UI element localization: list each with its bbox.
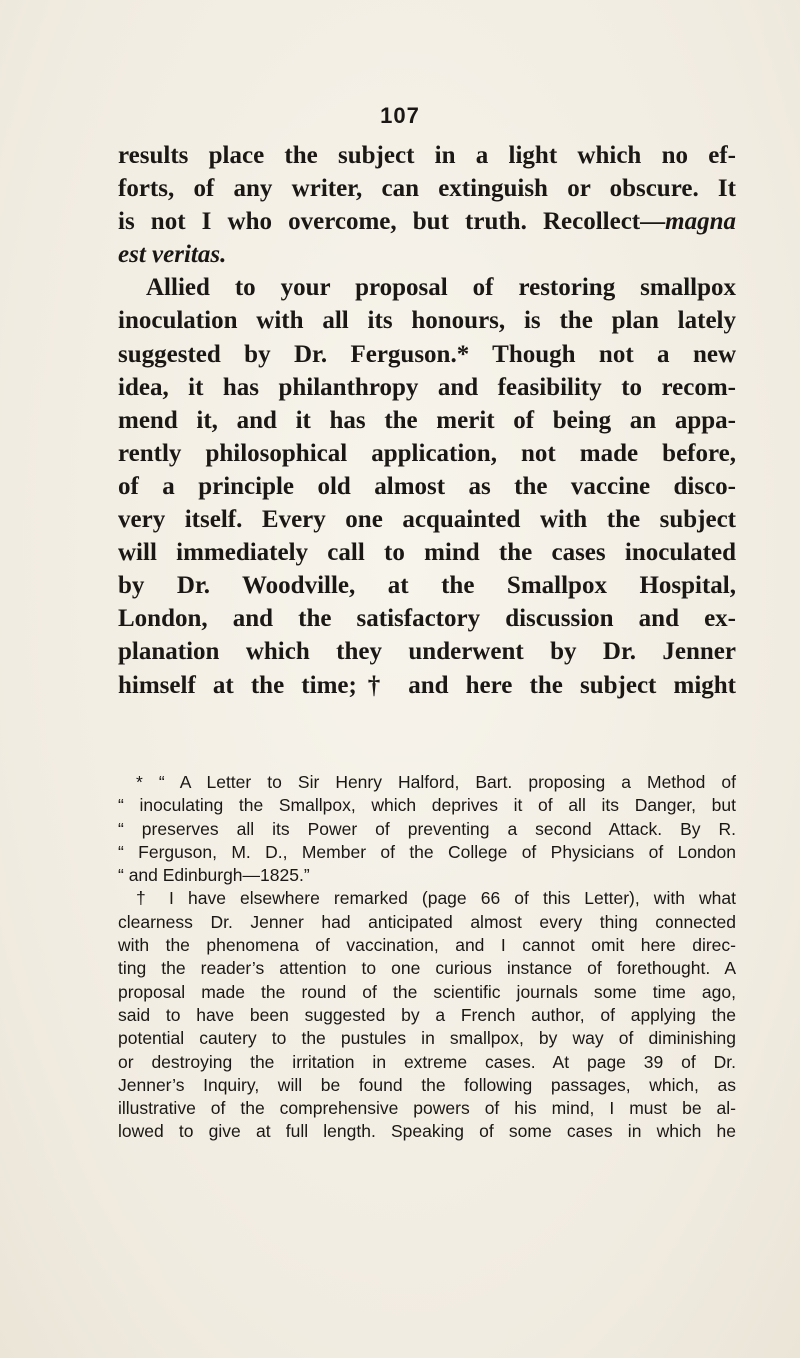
text-line: London, and the satisfactory discussion and ex- bbox=[118, 605, 736, 633]
text-line: will immediately call to mind the cases inoculated bbox=[118, 539, 736, 567]
footnote-line: or destroying the irritation in extreme cases. At page 39 of Dr. bbox=[118, 1051, 736, 1072]
footnote-line: † I have elsewhere remarked (page 66 of this Letter), with what bbox=[136, 888, 736, 909]
footnote-line: “ and Edinburgh—1825.” bbox=[118, 865, 310, 886]
text-line: planation which they underwent by Dr. Jenner bbox=[118, 638, 736, 666]
footnote-line: clearness Dr. Jenner had anticipated almost every thing connected bbox=[118, 911, 736, 932]
text-line: very itself. Every one acquainted with the subject bbox=[118, 506, 736, 534]
footnote-line: with the phenomena of vaccination, and I cannot omit here direc- bbox=[118, 935, 736, 956]
footnote-line: ting the reader’s attention to one curious instance of forethought. A bbox=[118, 958, 736, 979]
footnote-line: “ Ferguson, M. D., Member of the College of Physicians of London bbox=[118, 841, 736, 862]
text-line: rently philosophical application, not made before, bbox=[118, 439, 736, 467]
text-line: est veritas. bbox=[118, 241, 227, 269]
italic-fragment: magna bbox=[665, 208, 736, 236]
footnotes-block bbox=[118, 771, 736, 1144]
text-line: himself at the time;† and here the subject might bbox=[118, 671, 736, 699]
text-line: is not I who overcome, but truth. Recollect—magna bbox=[118, 208, 736, 236]
text-line: by Dr. Woodville, at the Smallpox Hospital, bbox=[118, 572, 736, 600]
text-line: inoculation with all its honours, is the plan lately bbox=[118, 307, 736, 335]
footnote-line: proposal made the round of the scientific journals some time ago, bbox=[118, 981, 736, 1002]
footnote-line: potential cautery to the pustules in smallpox, by way of diminishing bbox=[118, 1028, 736, 1049]
footnote-line: lowed to give at full length. Speaking of some cases in which he bbox=[118, 1121, 736, 1142]
page-number: 107 bbox=[380, 103, 420, 128]
text-line: forts, of any writer, can extinguish or obscure. It bbox=[118, 175, 736, 203]
text-line: idea, it has philanthropy and feasibility to recom- bbox=[118, 373, 736, 401]
footnote-line: illustrative of the comprehensive powers of his mind, I must be al- bbox=[118, 1098, 736, 1119]
text-line: mend it, and it has the merit of being an appa- bbox=[118, 406, 736, 434]
text-line: suggested by Dr. Ferguson.* Though not a new bbox=[118, 340, 736, 368]
footnote-line: Jenner’s Inquiry, will be found the following passages, which, as bbox=[118, 1074, 736, 1095]
text-line: of a principle old almost as the vaccine disco- bbox=[118, 472, 736, 500]
footnote-line: * “ A Letter to Sir Henry Halford, Bart. proposing a Method of bbox=[136, 772, 736, 792]
footnote-line: said to have been suggested by a French author, of applying the bbox=[118, 1004, 736, 1025]
paragraph-start-line: Allied to your proposal of restoring smallpox bbox=[146, 274, 736, 302]
text-line: results place the subject in a light which no ef- bbox=[118, 142, 736, 169]
main-text-block bbox=[118, 139, 736, 702]
footnote-line: “ inoculating the Smallpox, which deprives it of all its Danger, but bbox=[118, 795, 736, 816]
footnote-line: “ preserves all its Power of preventing a second Attack. By R. bbox=[118, 818, 736, 839]
